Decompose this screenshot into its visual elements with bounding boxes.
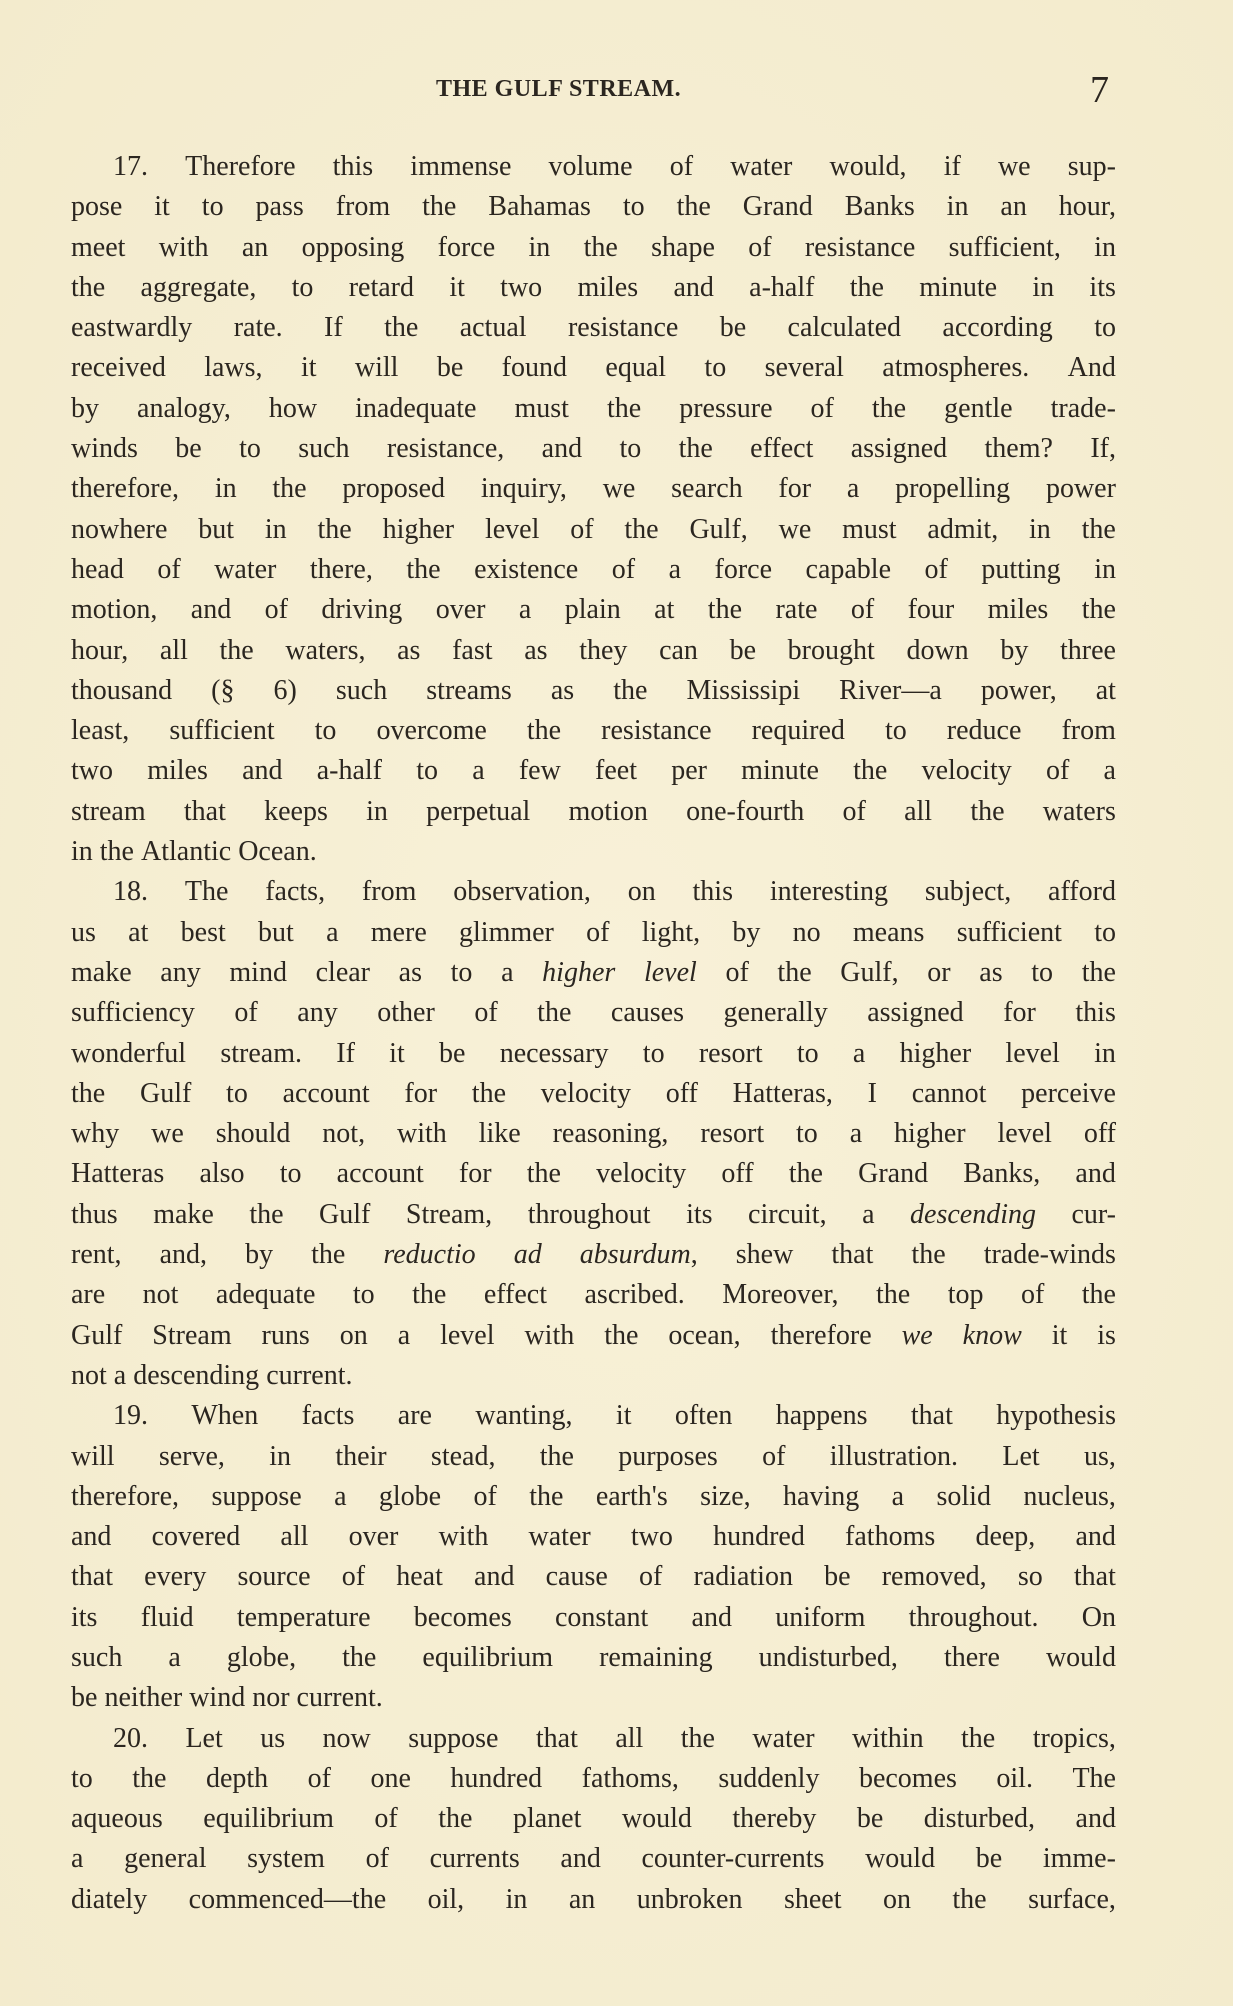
body-text	[71, 147, 1116, 1920]
text-line: motion, and of driving over a plain at the rate of four miles the	[71, 594, 1116, 626]
text-line: thousand (§ 6) such streams as the Mississipi River—a power, at	[71, 674, 1116, 706]
paragraph	[71, 872, 1116, 1396]
text-line: Gulf Stream runs on a level with the ocean, therefore we know it is	[71, 1319, 1116, 1351]
text-line: two miles and a-half to a few feet per minute the velocity of a	[71, 755, 1116, 787]
text-line: 20. Let us now suppose that all the water within the tropics,	[113, 1722, 1116, 1754]
text-line: received laws, it will be found equal to several atmospheres. And	[71, 352, 1116, 384]
text-line: in the Atlantic Ocean.	[71, 836, 317, 868]
text-line: 19. When facts are wanting, it often happens that hypothesis	[113, 1400, 1116, 1432]
text-line: therefore, in the proposed inquiry, we search for a propelling power	[71, 473, 1116, 505]
text-line: the aggregate, to retard it two miles and a-half the minute in its	[71, 271, 1116, 303]
text-line: pose it to pass from the Bahamas to the Grand Banks in an hour,	[71, 191, 1116, 223]
text-line: us at best but a mere glimmer of light, by no means sufficient to	[71, 916, 1116, 948]
text-line: winds be to such resistance, and to the effect assigned them? If,	[71, 433, 1116, 465]
text-line: wonderful stream. If it be necessary to resort to a higher level in	[71, 1037, 1116, 1069]
text-line: 17. Therefore this immense volume of water would, if we sup-	[113, 151, 1116, 182]
text-line: are not adequate to the effect ascribed. Moreover, the top of the	[71, 1279, 1116, 1311]
text-line: rent, and, by the reductio ad absurdum, shew that the trade-winds	[71, 1239, 1116, 1271]
text-line: head of water there, the existence of a force capable of putting in	[71, 553, 1116, 585]
text-line: diately commenced—the oil, in an unbroken sheet on the surface,	[71, 1883, 1116, 1915]
text-line: why we should not, with like reasoning, resort to a higher level off	[71, 1118, 1116, 1150]
paragraph	[71, 1396, 1116, 1718]
text-line: hour, all the waters, as fast as they can be brought down by three	[71, 634, 1116, 666]
text-line: therefore, suppose a globe of the earth's size, having a solid nucleus,	[71, 1480, 1116, 1512]
text-line: eastwardly rate. If the actual resistance be calculated according to	[71, 312, 1116, 344]
text-line: 18. The facts, from observation, on this interesting subject, afford	[113, 876, 1116, 908]
text-line: make any mind clear as to a higher level of the Gulf, or as to the	[71, 956, 1116, 988]
text-line: nowhere but in the higher level of the Gulf, we must admit, in the	[71, 513, 1116, 545]
paragraph	[71, 1719, 1116, 1920]
text-line: thus make the Gulf Stream, throughout its circuit, a descending cur-	[71, 1198, 1116, 1230]
page-header	[0, 69, 1233, 112]
text-line: its fluid temperature becomes constant and uniform throughout. On	[71, 1601, 1116, 1633]
page-number: 7	[1090, 69, 1109, 111]
text-line: Hatteras also to account for the velocity off the Grand Banks, and	[71, 1158, 1116, 1190]
text-line: a general system of currents and counter-currents would be imme-	[71, 1843, 1116, 1875]
text-line: stream that keeps in perpetual motion one-fourth of all the waters	[71, 795, 1116, 827]
text-line: to the depth of one hundred fathoms, suddenly becomes oil. The	[71, 1762, 1116, 1794]
text-line: aqueous equilibrium of the planet would thereby be disturbed, and	[71, 1803, 1116, 1835]
text-line: by analogy, how inadequate must the pressure of the gentle trade-	[71, 392, 1116, 424]
text-line: not a descending current.	[71, 1359, 353, 1391]
text-line: such a globe, the equilibrium remaining undisturbed, there would	[71, 1641, 1116, 1673]
text-line: that every source of heat and cause of radiation be removed, so that	[71, 1561, 1116, 1593]
text-line: will serve, in their stead, the purposes of illustration. Let us,	[71, 1440, 1116, 1472]
running-title: THE GULF STREAM.	[436, 76, 682, 102]
paragraph	[71, 147, 1116, 872]
text-line: meet with an opposing force in the shape of resistance sufficient, in	[71, 231, 1116, 263]
text-line: the Gulf to account for the velocity off Hatteras, I cannot perceive	[71, 1077, 1116, 1109]
text-line: sufficiency of any other of the causes generally assigned for this	[71, 997, 1116, 1029]
text-line: and covered all over with water two hundred fathoms deep, and	[71, 1521, 1116, 1553]
text-line: least, sufficient to overcome the resistance required to reduce from	[71, 715, 1116, 747]
text-line: be neither wind nor current.	[71, 1682, 383, 1714]
